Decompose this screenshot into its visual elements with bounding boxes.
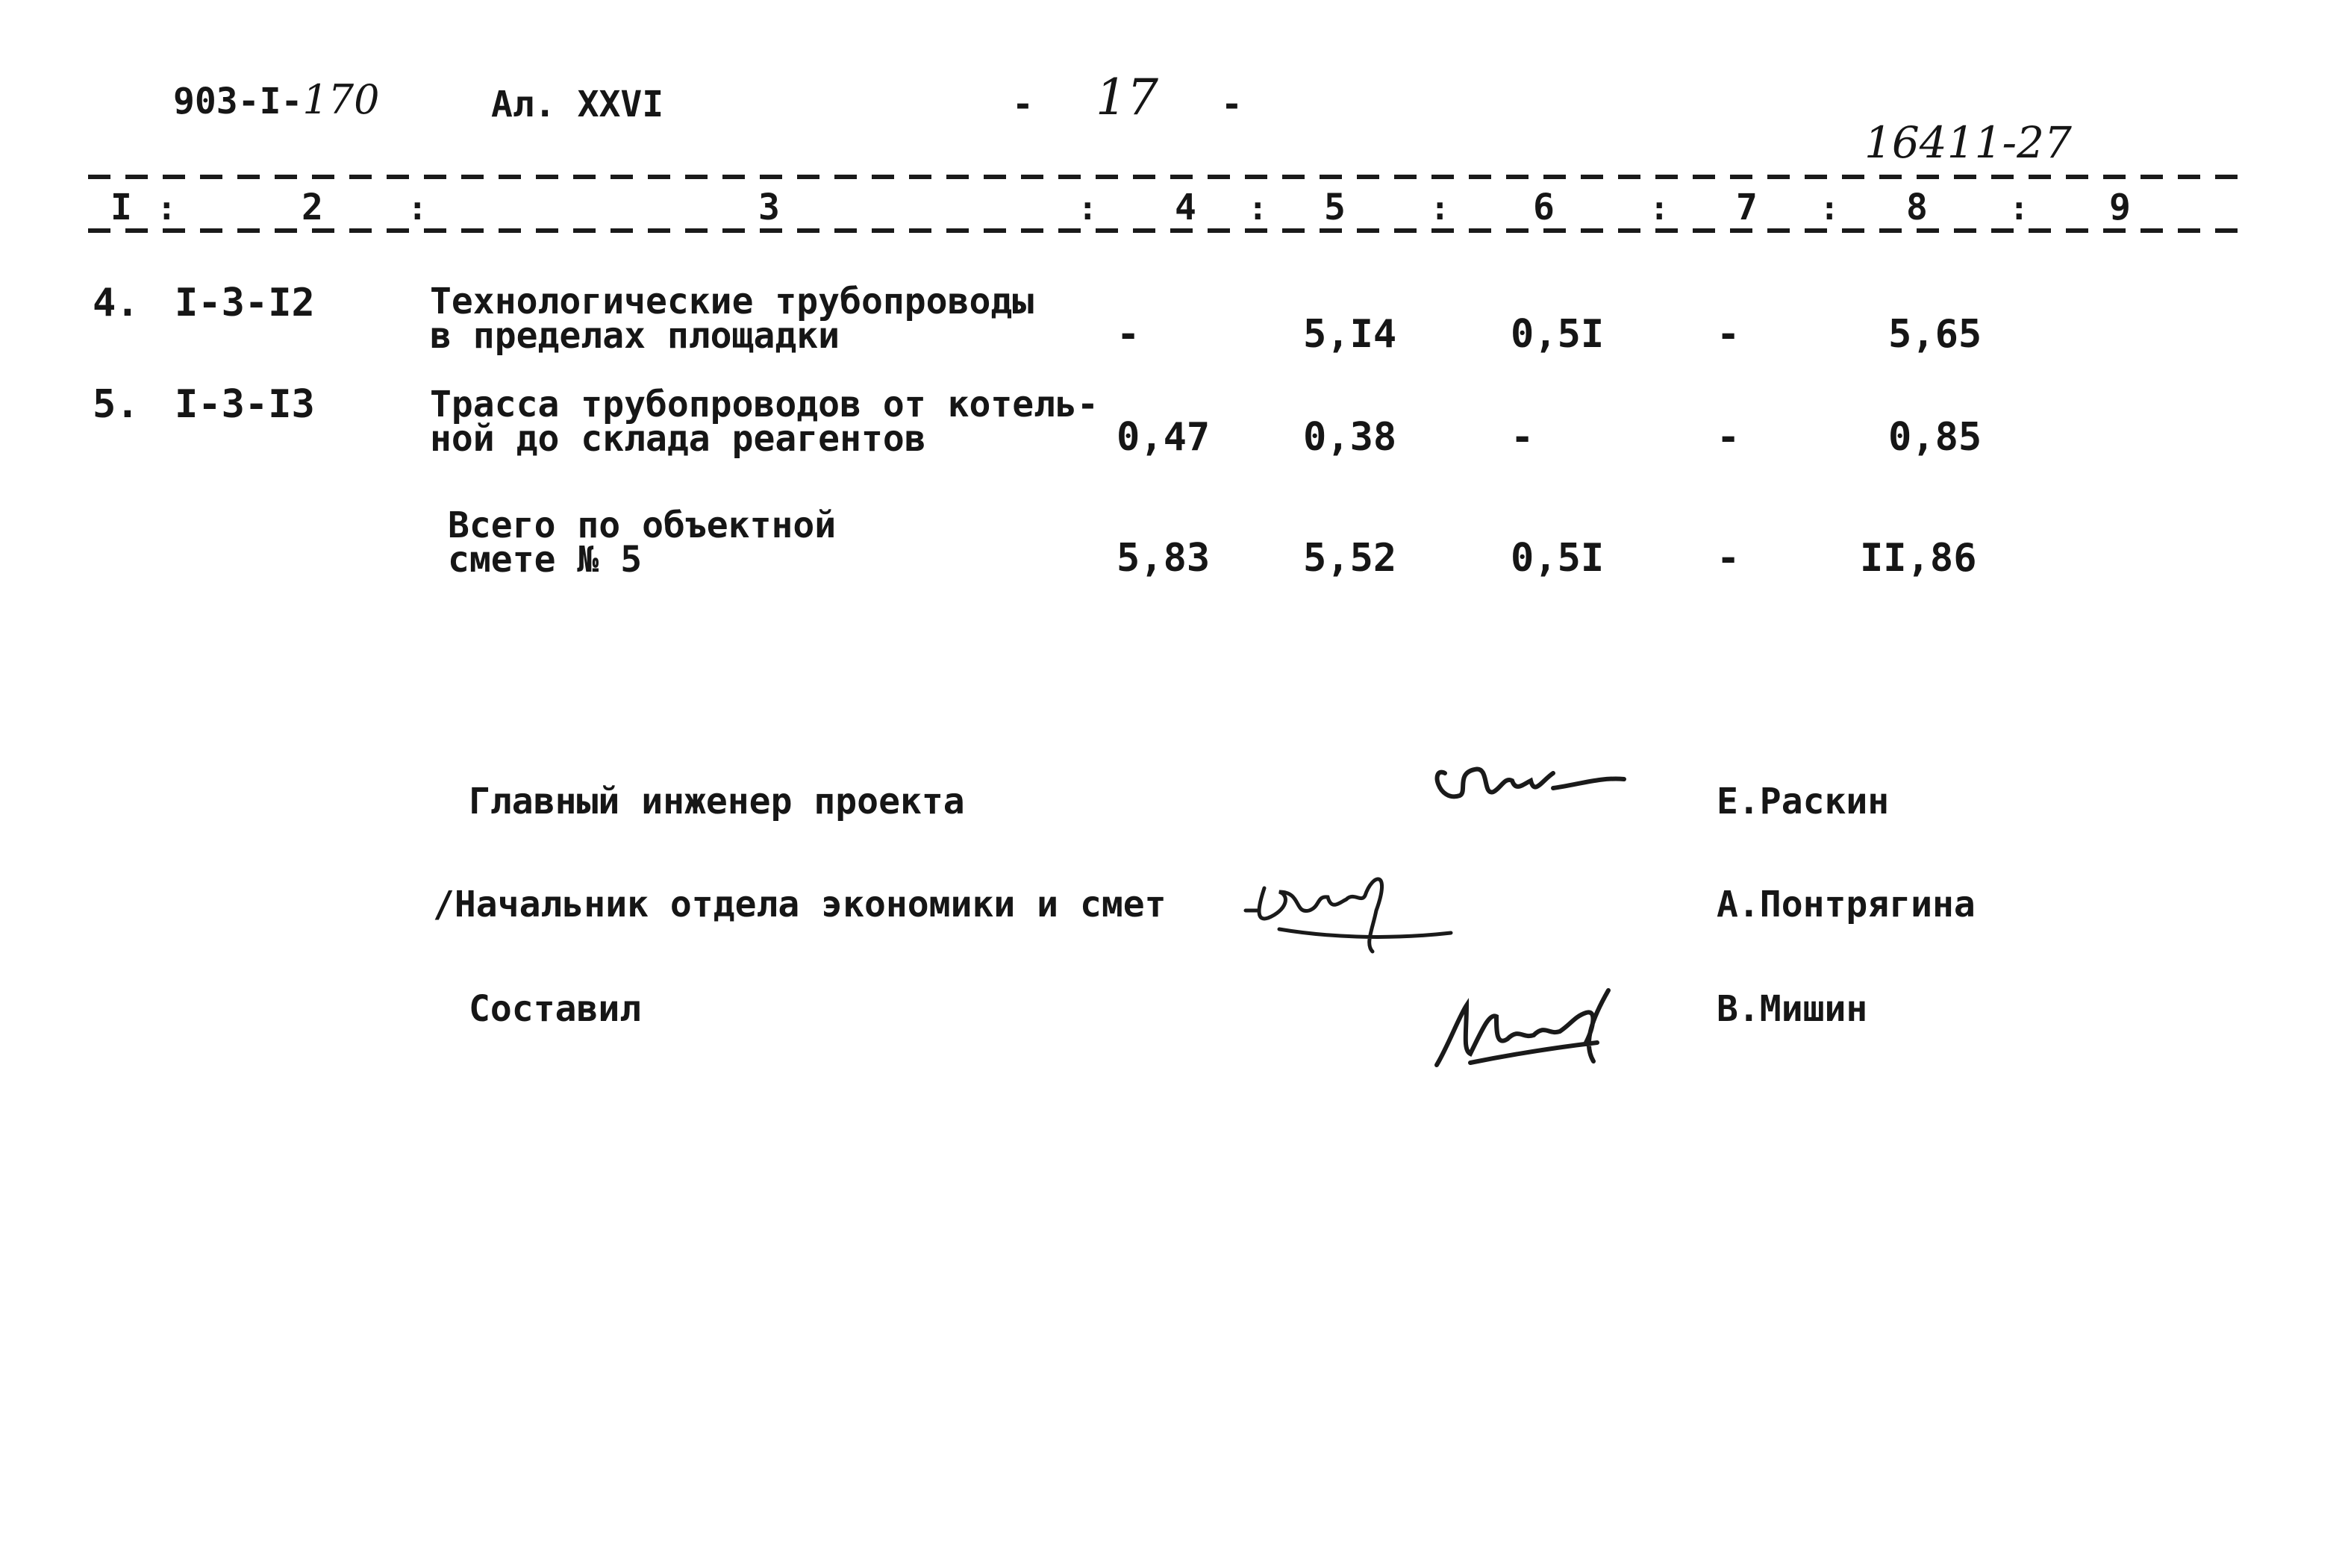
signature-mark — [1234, 858, 1458, 963]
col-header-1: I — [110, 187, 132, 228]
col-header-7: 7 — [1736, 187, 1758, 228]
row-code: I-3-I3 — [175, 382, 315, 427]
total-col-5: 5,52 — [1303, 536, 1397, 581]
row-number: 4. — [93, 281, 140, 325]
album-number: Ал. XXVI — [491, 84, 664, 125]
doc-code-printed: 903-I- — [173, 81, 303, 122]
signer-name-compiled-by: В.Мишин — [1717, 988, 1868, 1030]
cell-col-5: 5,I4 — [1303, 312, 1397, 357]
signer-role-head-economics: /Начальник отдела экономики и смет — [433, 884, 1167, 925]
page-dash-right: - — [1221, 84, 1243, 125]
total-label-line-1: Всего по объектной — [448, 505, 837, 546]
cell-col-4: - — [1117, 312, 1140, 357]
page-dash-left: - — [1012, 84, 1034, 125]
total-col-7: - — [1717, 536, 1740, 581]
signer-name-head-economics: А.Понтрягина — [1717, 884, 1976, 925]
cell-col-4: 0,47 — [1117, 415, 1211, 460]
col-separator: : — [1820, 190, 1840, 228]
row-name-line-2: ной до склада реагентов — [430, 418, 926, 460]
signature-mark — [1426, 972, 1642, 1076]
cell-col-7: - — [1717, 415, 1740, 460]
doc-code-handwritten: 170 — [302, 76, 380, 123]
col-header-5: 5 — [1324, 187, 1346, 228]
total-label-line-2: смете № 5 — [448, 539, 643, 581]
cell-col-5: 0,38 — [1303, 415, 1397, 460]
col-header-6: 6 — [1533, 187, 1555, 228]
header-rule-bottom — [88, 228, 2238, 233]
cell-col-7: - — [1717, 312, 1740, 357]
cell-col-6: - — [1511, 415, 1534, 460]
row-name-line-2: в пределах площадки — [430, 315, 840, 357]
col-separator: : — [1248, 190, 1268, 228]
col-separator: : — [1430, 190, 1450, 228]
col-separator: : — [157, 190, 177, 228]
signer-role-compiled-by: Составил — [469, 988, 642, 1030]
cell-col-8: 0,85 — [1888, 415, 1982, 460]
cell-col-6: 0,5I — [1511, 312, 1605, 357]
page-number: 17 — [1096, 69, 1158, 126]
row-number: 5. — [93, 382, 140, 427]
col-separator: : — [1649, 190, 1670, 228]
signer-role-chief-engineer: Главный инженер проекта — [469, 781, 965, 822]
total-col-6: 0,5I — [1511, 536, 1605, 581]
col-header-9: 9 — [2109, 187, 2131, 228]
col-header-3: 3 — [758, 187, 780, 228]
total-col-8: II,86 — [1860, 536, 1977, 581]
col-separator: : — [2009, 190, 2029, 228]
header-rule-top — [88, 175, 2238, 179]
stamp-number: 16411-27 — [1864, 117, 2072, 168]
row-name-line-1: Трасса трубопроводов от котель- — [430, 384, 1099, 425]
total-col-4: 5,83 — [1117, 536, 1211, 581]
col-header-2: 2 — [302, 187, 323, 228]
row-code: I-3-I2 — [175, 281, 315, 325]
cell-col-8: 5,65 — [1888, 312, 1982, 357]
col-header-4: 4 — [1175, 187, 1196, 228]
signer-name-chief-engineer: Е.Раскин — [1717, 781, 1890, 822]
row-name-line-1: Технологические трубопроводы — [430, 281, 1034, 322]
doc-code — [173, 76, 380, 123]
col-separator: : — [1078, 190, 1098, 228]
signature-mark — [1423, 751, 1631, 818]
col-header-8: 8 — [1906, 187, 1928, 228]
col-separator: : — [408, 190, 428, 228]
